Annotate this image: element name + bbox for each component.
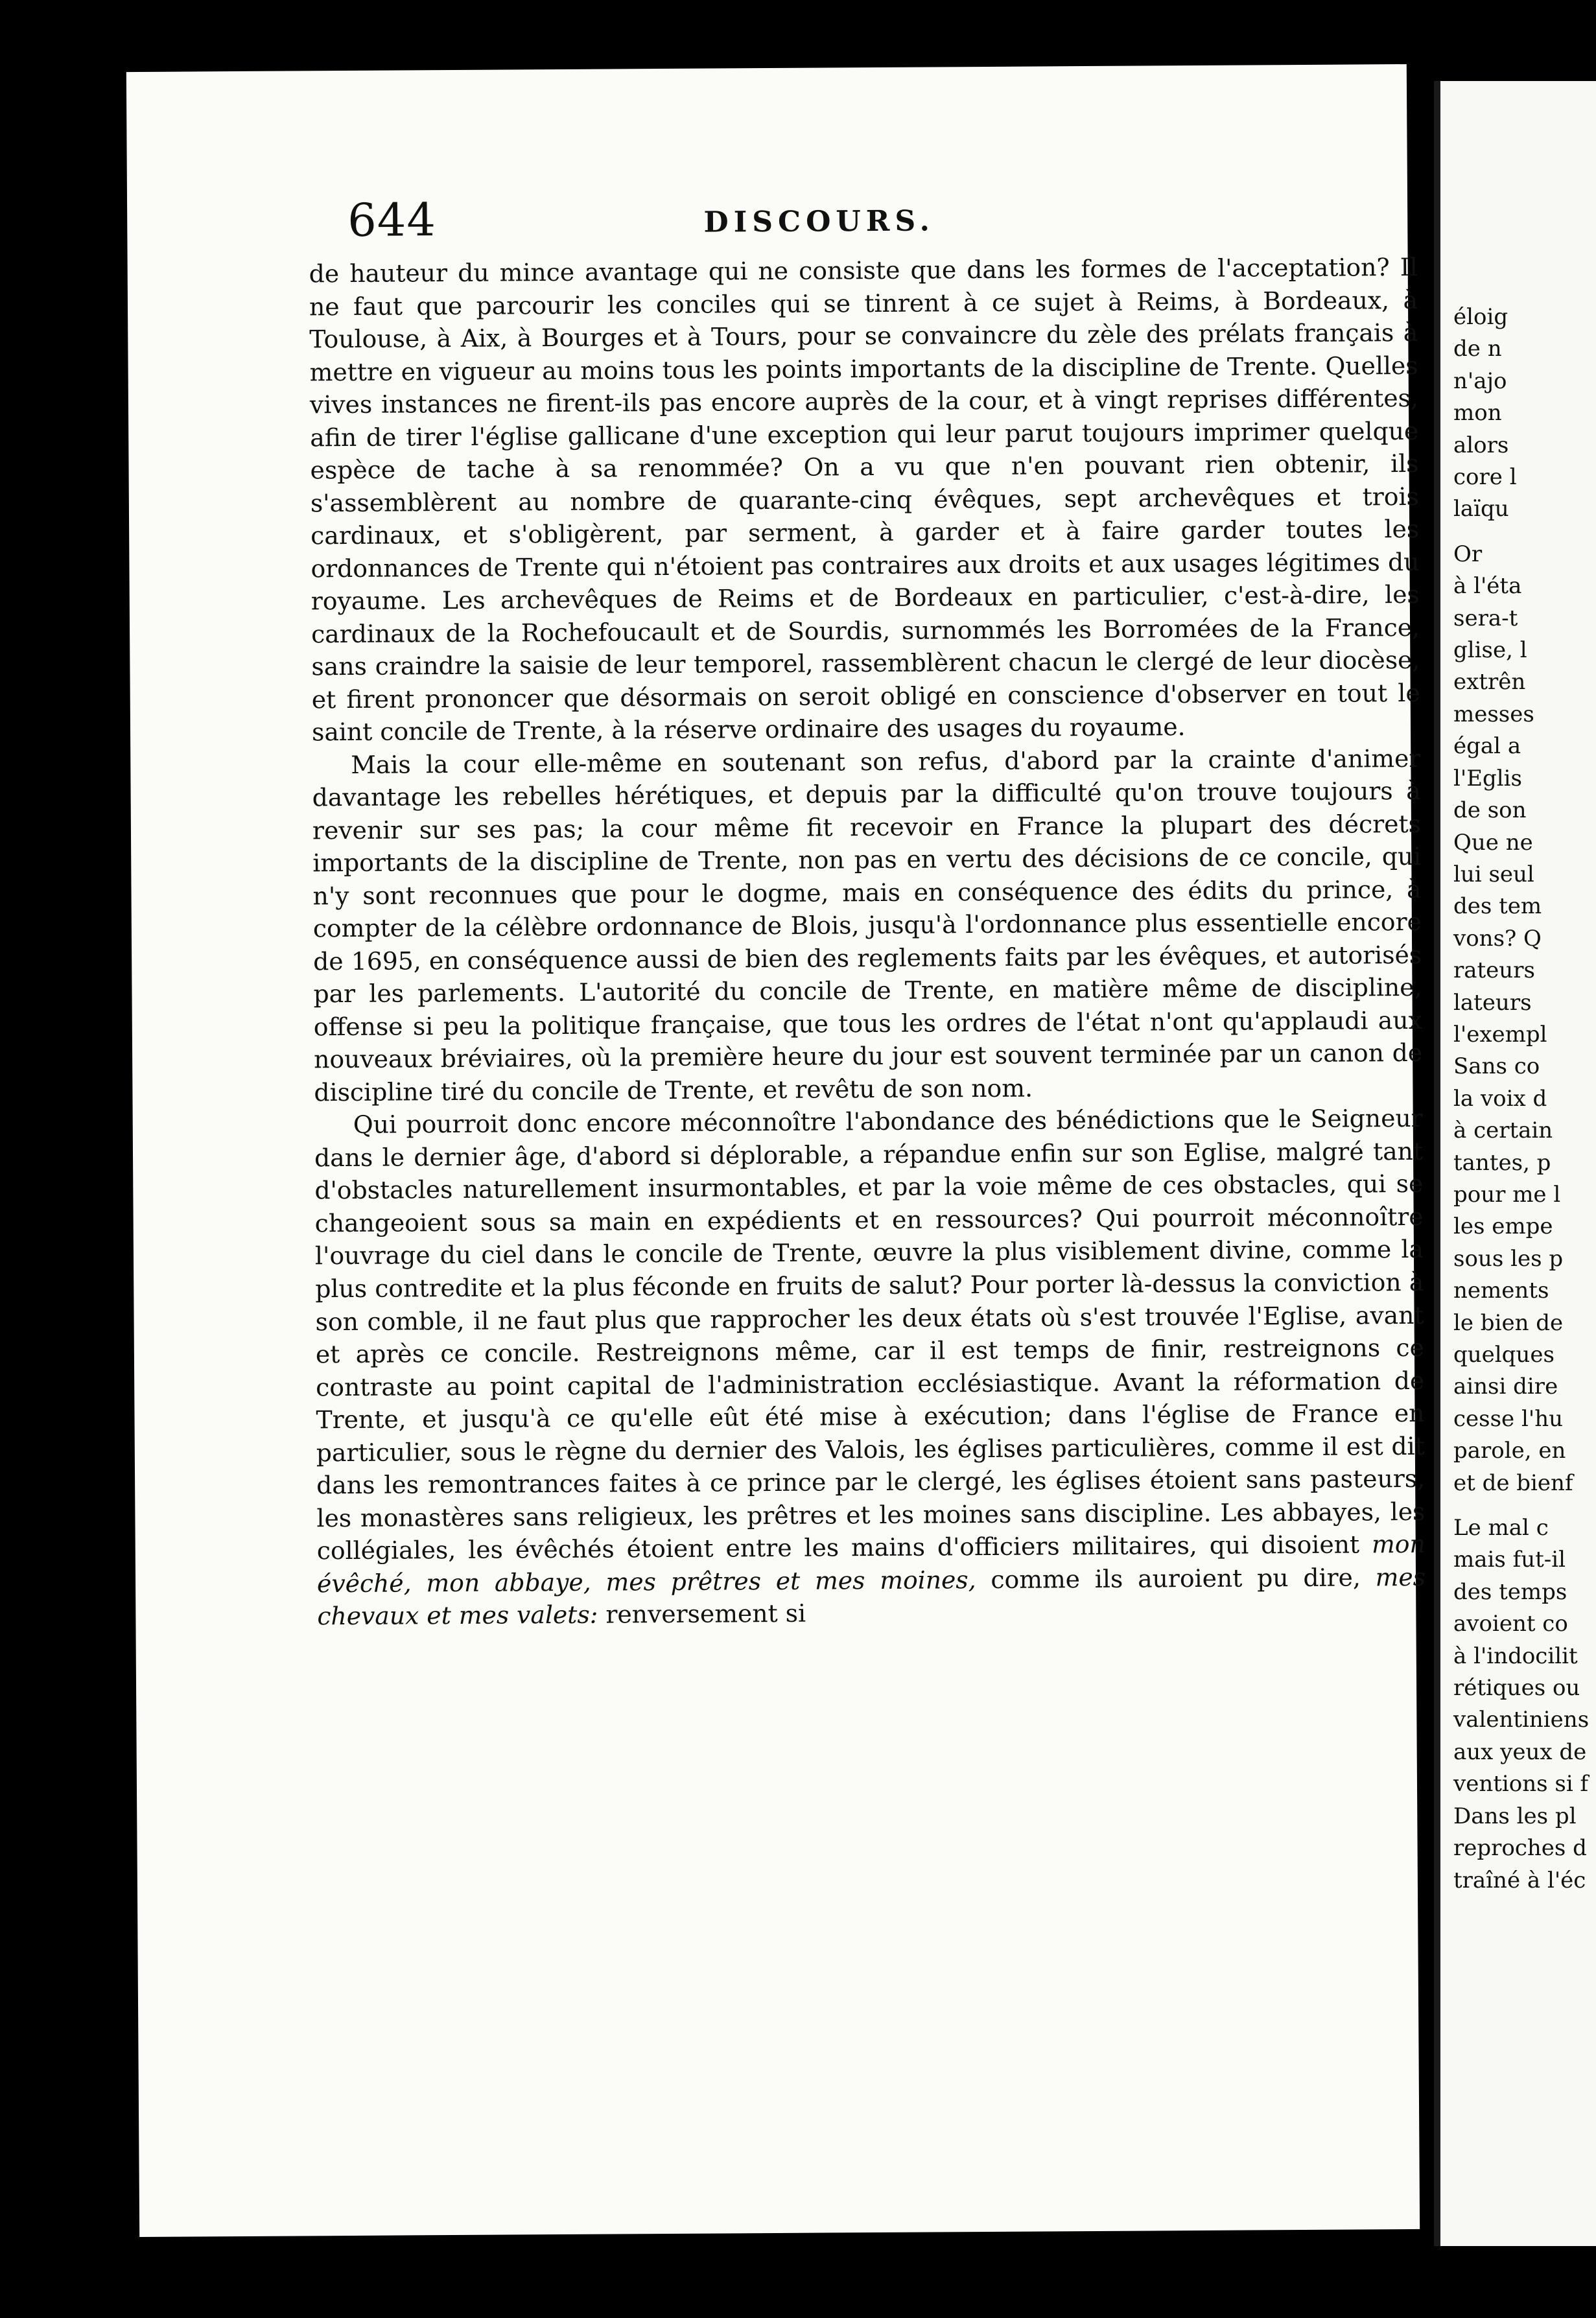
paragraph-3-italic-1: mon évêché, mon abbaye, mes prêtres et mes moines, — [316, 1529, 1426, 1598]
right-page-line: à l'indocilit — [1453, 1643, 1578, 1669]
right-page-line: nements — [1453, 1278, 1549, 1304]
right-page-line: sera-t — [1453, 605, 1518, 631]
right-page-line: Que ne — [1453, 829, 1533, 856]
paragraph-1: de hauteur du mince avantage qui ne consiste que dans les formes de l'acceptation? Il ne faut que parcourir les conciles qui se tinrent à ce sujet à Reims, à Bordeaux, à Toulouse, à Aix, à Bourges et à Tours, pour se convaincre du zèle des prélats français à mettre en vigueur au moins tous les points importants de la discipline de Trente. Quelles vives instances ne firent-ils pas encore auprès de la cour, et à vingt reprises différentes, afin de tirer l'église gallicane d'une exception qui leur parut toujours imprimer quelque espèce de tache à sa renommée? On a vu que n'en pouvant rien obtenir, ils s'assemblèrent au nombre de quarante-cinq évêques, sept archevêques et trois cardinaux, et s'obligèrent, par serment, à garder et à faire garder toutes les ordonnances de Trente qui n'étoient pas contraires aux droits et aux usages légitimes du royaume. Les archevêques de Reims et de Bordeaux en particulier, c'est-à-dire, les cardinaux de la Rochefoucault et de Sourdis, surnommés les Borromées de la France, sans craindre la saisie de leur temporel, rassemblèrent chacun le clergé de leur diocèse, et firent prononcer que désormais on seroit obligé en conscience d'observer en tout le saint concile de Trente, à la réserve ordinaire des usages du royaume. — [309, 252, 1420, 747]
paragraph-3-italic-2: mes chevaux et mes valets: — [317, 1562, 1426, 1631]
right-page-line: des tem — [1453, 893, 1542, 920]
paragraph-3 — [314, 1102, 1426, 1633]
right-page-line: ventions si f — [1453, 1771, 1589, 1797]
right-page-text — [1453, 301, 1596, 1897]
left-page — [126, 64, 1426, 2237]
right-page-line: sous les p — [1453, 1245, 1564, 1272]
right-page-line: de son — [1453, 797, 1527, 824]
right-page-line: le bien de — [1453, 1309, 1564, 1336]
right-page-line: glise, l — [1453, 637, 1527, 664]
right-page-line: parole, en — [1453, 1438, 1566, 1464]
paragraph-2: Mais la cour elle-même en soutenant son refus, d'abord par la crainte d'animer davantage les rebelles hérétiques, et depuis par la difficulté qu'on trouve toujours à revenir sur ses pas; la cour même fit recevoir en France la plupart des décrets importants de la discipline de Trente, non pas en vertu des décisions de ce concile, qui n'y sont reconnues que pour le dogme, mais en conséquence des édits du prince, à compter de la célèbre ordonnance de Blois, jusqu'à l'ordonnance plus essentielle encore de 1695, en conséquence aussi de bien des reglements faits par les évêques, et autorisés par les parlements. L'autorité du concile de Trente, en matière même de discipline, offense si peu la politique française, que tous les ordres de l'état n'ont qu'applaudi aux nouveaux bréviaires, où la première heure du jour est souvent terminée par un canon de discipline tiré du concile de Trente, et revêtu de son nom. — [312, 743, 1423, 1107]
right-page-line: lateurs — [1453, 989, 1532, 1016]
right-page-line: à certain — [1453, 1118, 1553, 1144]
right-page-line: core l — [1453, 464, 1517, 491]
page-gutter-edge — [1434, 81, 1440, 2246]
right-page-line: vons? Q — [1453, 925, 1542, 952]
right-page-line: rateurs — [1453, 957, 1535, 984]
right-page-line: laïqu — [1453, 496, 1509, 522]
right-page-line: à l'éta — [1453, 573, 1522, 600]
right-page-line: aux yeux de — [1453, 1738, 1587, 1765]
right-page-line: extrên — [1453, 669, 1526, 696]
paragraph-3-text-2: comme ils auroient pu dire, — [976, 1562, 1376, 1594]
right-page-line: reproches d — [1453, 1835, 1587, 1862]
paragraph-3-text-3: renversement si — [598, 1598, 806, 1629]
right-page-line: mais fut-il — [1453, 1547, 1566, 1573]
right-page-line: mon — [1453, 400, 1502, 427]
right-page-line: de n — [1453, 336, 1502, 362]
right-page-line: des temps — [1453, 1578, 1567, 1605]
right-page-line: et de bienf — [1453, 1469, 1573, 1496]
right-page-line: alors — [1453, 432, 1509, 458]
right-page-line: messes — [1453, 701, 1534, 727]
right-page-line: éloig — [1453, 304, 1508, 330]
right-page-line: Le mal c — [1453, 1515, 1549, 1541]
right-page-line: l'Eglis — [1453, 765, 1523, 791]
right-page-line: Dans les pl — [1453, 1803, 1577, 1829]
right-page-line: égal a — [1453, 733, 1521, 760]
paragraph-3-text: Qui pourroit donc encore méconnoître l'abondance des bénédictions que le Seigneur dans le dernier âge, d'abord si déplorable, a répandue enfin sur son Eglise, malgré tant d'obstacles naturellement insurmontables, et par la voie même de ces obstacles, qui se changeoient sous sa main en expédients et en ressources? Qui pourroit méconnoître l'ouvrage du ciel dans le concile de Trente, œuvre la plus visiblement divine, comme la plus contredite et la plus féconde en fruits de salut? Pour porter là-dessus la conviction à son comble, il ne faut plus que rapprocher les deux états où s'est trouvée l'Eglise, avant et après ce concile. Restreignons même, car il est temps de finir, restreignons ce contraste au point capital de l'administration ecclésiastique. Avant la réformation de Trente, et jusqu'à ce qu'elle eût été mise à exécution; dans l'église de France en particulier, sous le règne du dernier des Valois, les églises particulières, comme il est dit dans les remontrances faites à ce prince par le clergé, les églises étoient sans pasteurs, les monastères sans religieux, les prêtres et les moines sans discipline. Les abbayes, les collégiales, les évêchés étoient entre les mains d'officiers militaires, qui disoient — [314, 1104, 1426, 1565]
right-page-line: quelques — [1453, 1342, 1555, 1368]
right-page-line: la voix d — [1453, 1085, 1547, 1112]
right-page-line: ainsi dire — [1453, 1374, 1558, 1400]
right-page-line: Sans co — [1453, 1053, 1540, 1080]
right-page-line: lui seul — [1453, 861, 1534, 887]
right-page-line: pour me l — [1453, 1181, 1561, 1208]
right-page-line: traîné à l'éc — [1453, 1867, 1586, 1893]
page-number: 644 — [347, 193, 437, 247]
right-page-line: Or — [1453, 541, 1483, 567]
right-page-line: valentiniens — [1453, 1707, 1590, 1733]
right-page-line: les empe — [1453, 1213, 1553, 1240]
right-page — [1434, 81, 1596, 2246]
running-title: DISCOURS. — [703, 204, 935, 239]
right-page-line: n'ajo — [1453, 368, 1507, 394]
right-page-line: l'exempl — [1453, 1021, 1547, 1048]
right-page-line: rétiques ou — [1453, 1675, 1580, 1702]
body-text — [309, 251, 1426, 1633]
right-page-line: tantes, p — [1453, 1149, 1551, 1176]
right-page-line: cesse l'hu — [1453, 1405, 1564, 1432]
right-page-line: avoient co — [1453, 1611, 1568, 1637]
